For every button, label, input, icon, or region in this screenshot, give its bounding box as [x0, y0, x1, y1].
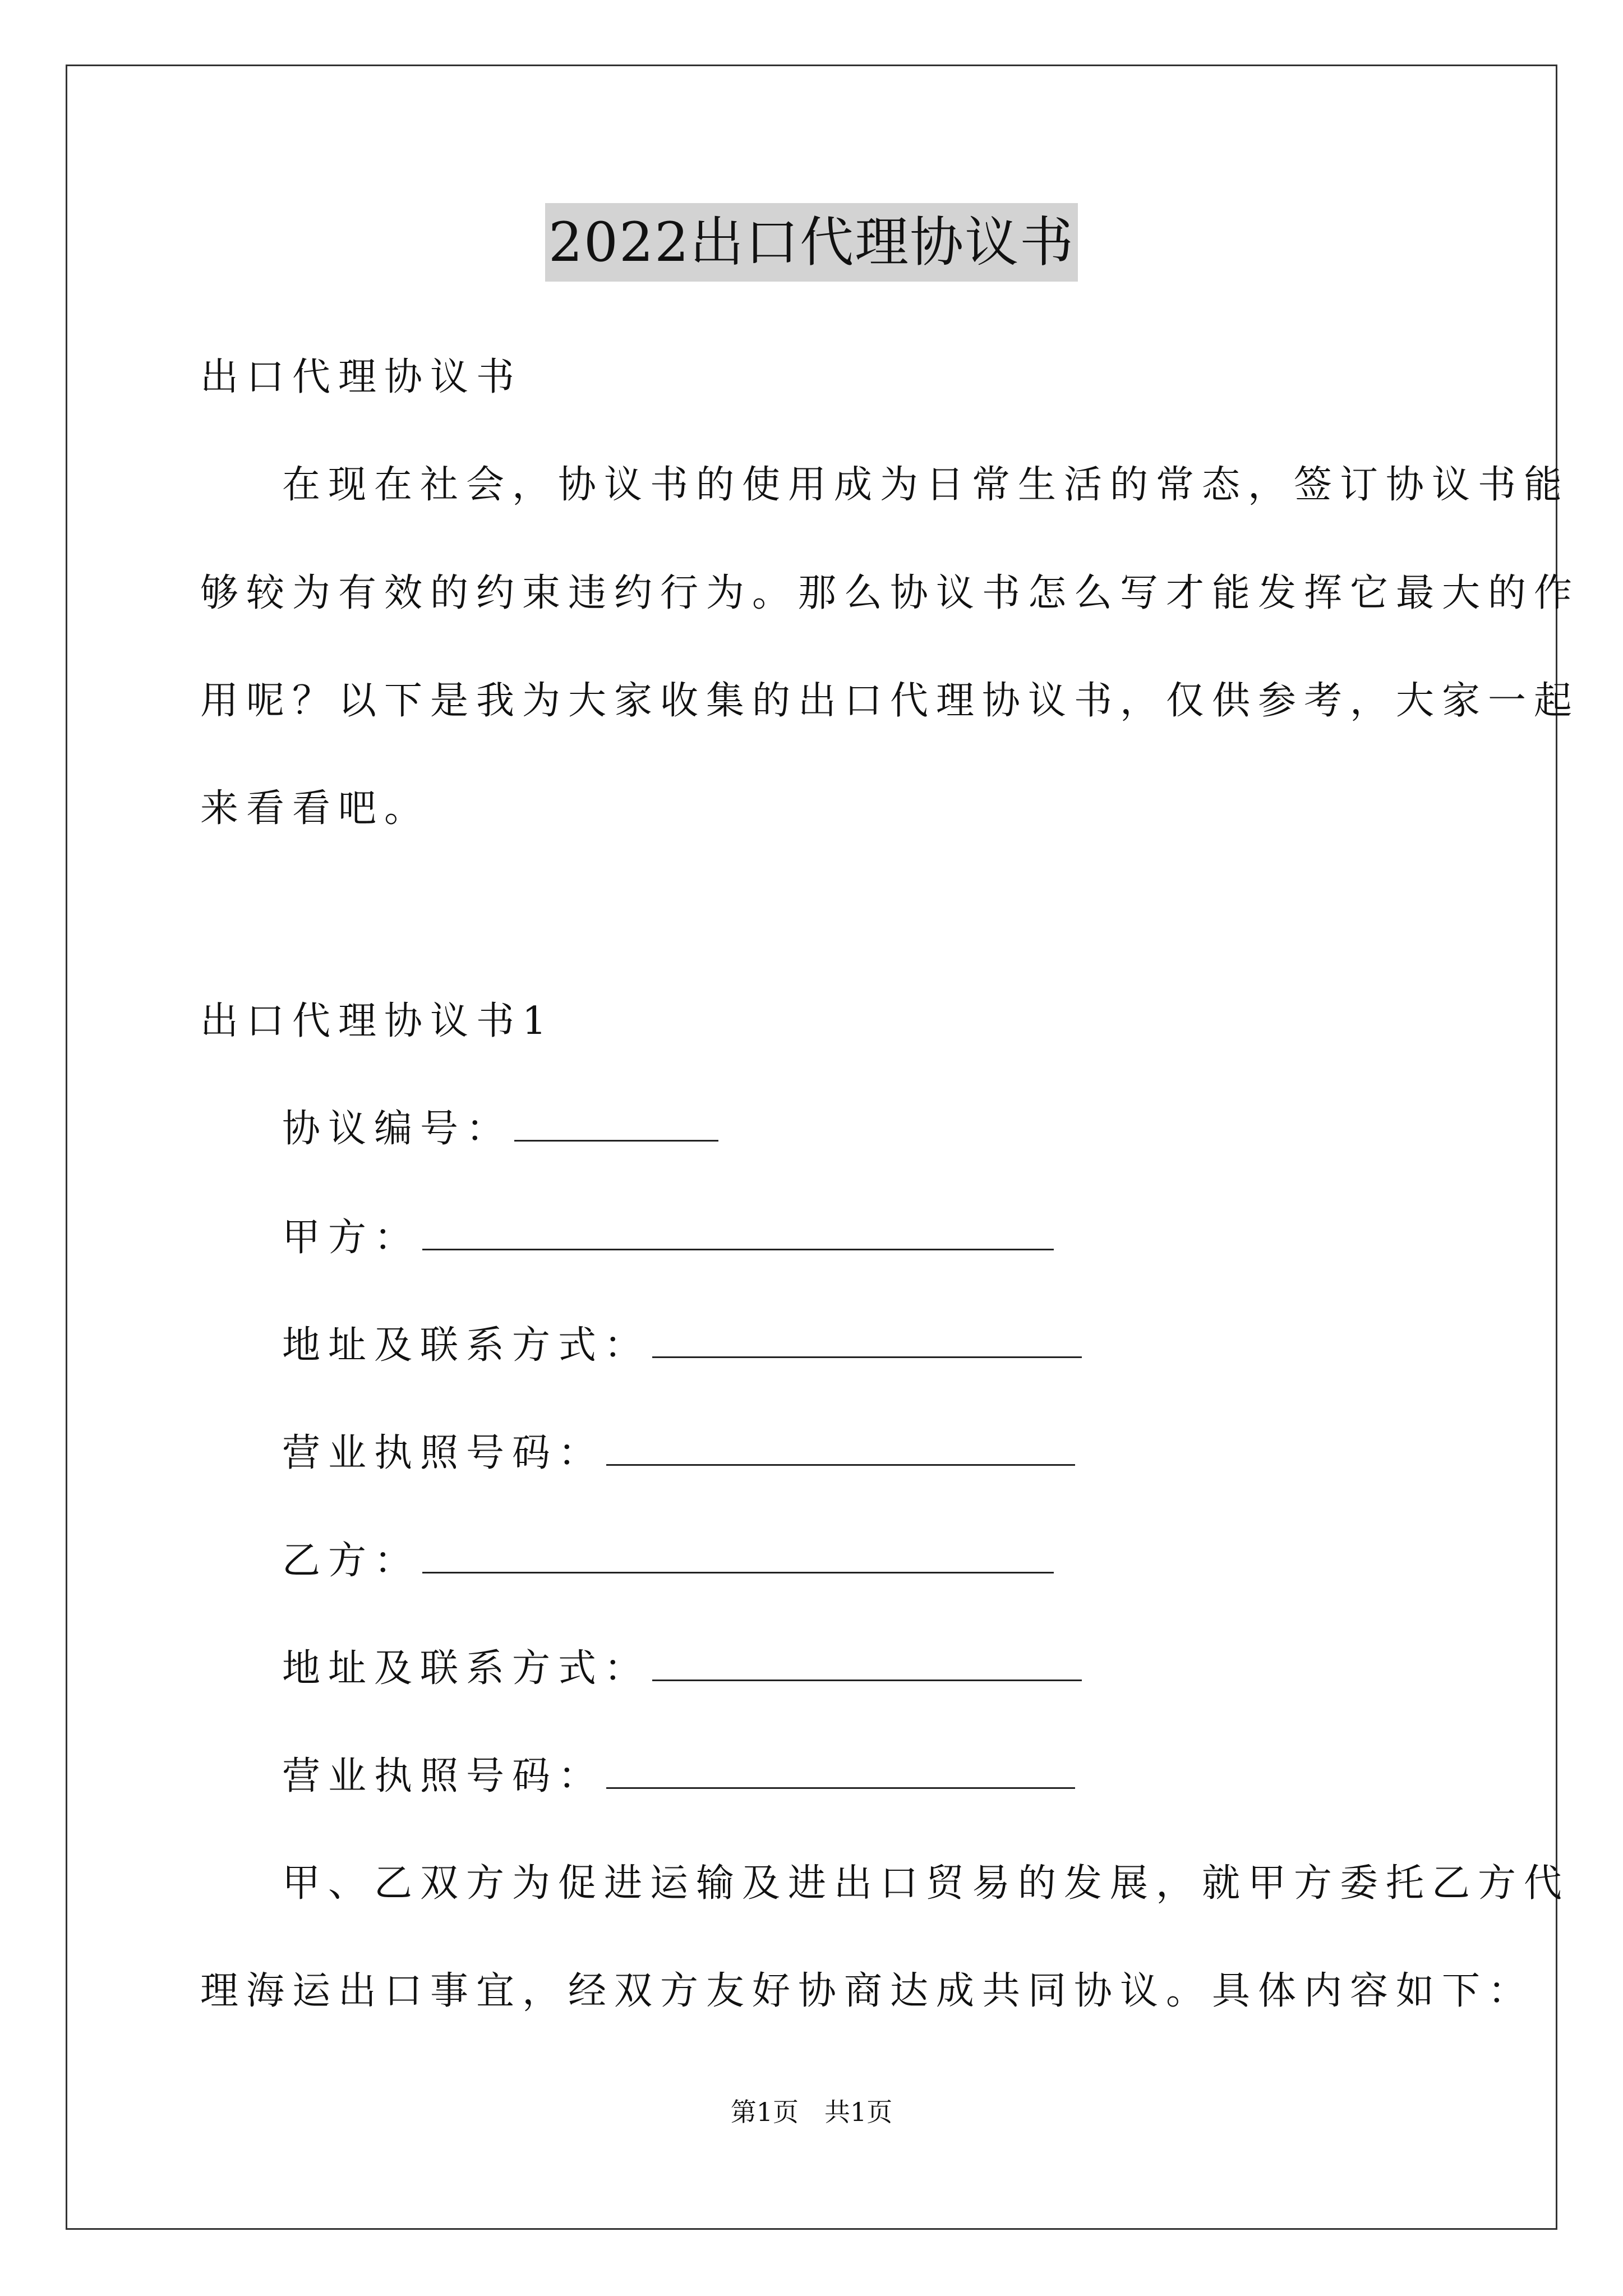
party-a-license-field	[282, 1428, 1075, 1479]
agreement-number-blank	[514, 1105, 718, 1142]
party-b-address-blank	[652, 1645, 1082, 1681]
party-b-blank	[422, 1537, 1054, 1573]
party-a-address-label: 地址及联系方式：	[282, 1323, 651, 1368]
intro-line: 用呢？以下是我为大家收集的出口代理协议书，仅供参考，大家一起	[200, 679, 1580, 723]
party-b-license-label: 营业执照号码：	[282, 1754, 605, 1798]
body-line: 理海运出口事宜，经双方友好协商达成共同协议。具体内容如下：	[200, 1969, 1534, 2013]
party-a-field	[282, 1213, 1054, 1263]
party-b-address-field	[282, 1644, 1082, 1694]
agreement-number-label: 协议编号：	[282, 1107, 513, 1151]
party-b-license-blank	[606, 1752, 1075, 1789]
party-a-address-field	[282, 1320, 1082, 1371]
party-b-field	[282, 1536, 1054, 1586]
party-b-license-field	[282, 1751, 1075, 1802]
title-container	[0, 203, 1623, 282]
party-a-blank	[422, 1214, 1054, 1250]
intro-line: 够较为有效的约束违约行为。那么协议书怎么写才能发挥它最大的作	[200, 571, 1580, 615]
party-a-license-label: 营业执照号码：	[282, 1431, 605, 1475]
agreement-number-field	[282, 1104, 718, 1154]
party-b-label: 乙方：	[282, 1539, 421, 1583]
party-a-label: 甲方：	[282, 1216, 421, 1260]
page-footer: 第1页 共1页	[730, 2097, 893, 2127]
document-heading: 出口代理协议书	[200, 355, 523, 399]
body-line: 甲、乙双方为促进运输及进出口贸易的发展，就甲方委托乙方代	[282, 1861, 1570, 1906]
section-title: 出口代理协议书1	[200, 999, 555, 1043]
intro-line: 在现在社会，协议书的使用成为日常生活的常态，签订协议书能	[282, 463, 1570, 507]
document-title: 2022出口代理协议书	[545, 203, 1078, 282]
intro-line: 来看看吧。	[200, 786, 431, 831]
party-b-address-label: 地址及联系方式：	[282, 1646, 651, 1691]
party-a-address-blank	[652, 1322, 1082, 1358]
party-a-license-blank	[606, 1429, 1075, 1466]
